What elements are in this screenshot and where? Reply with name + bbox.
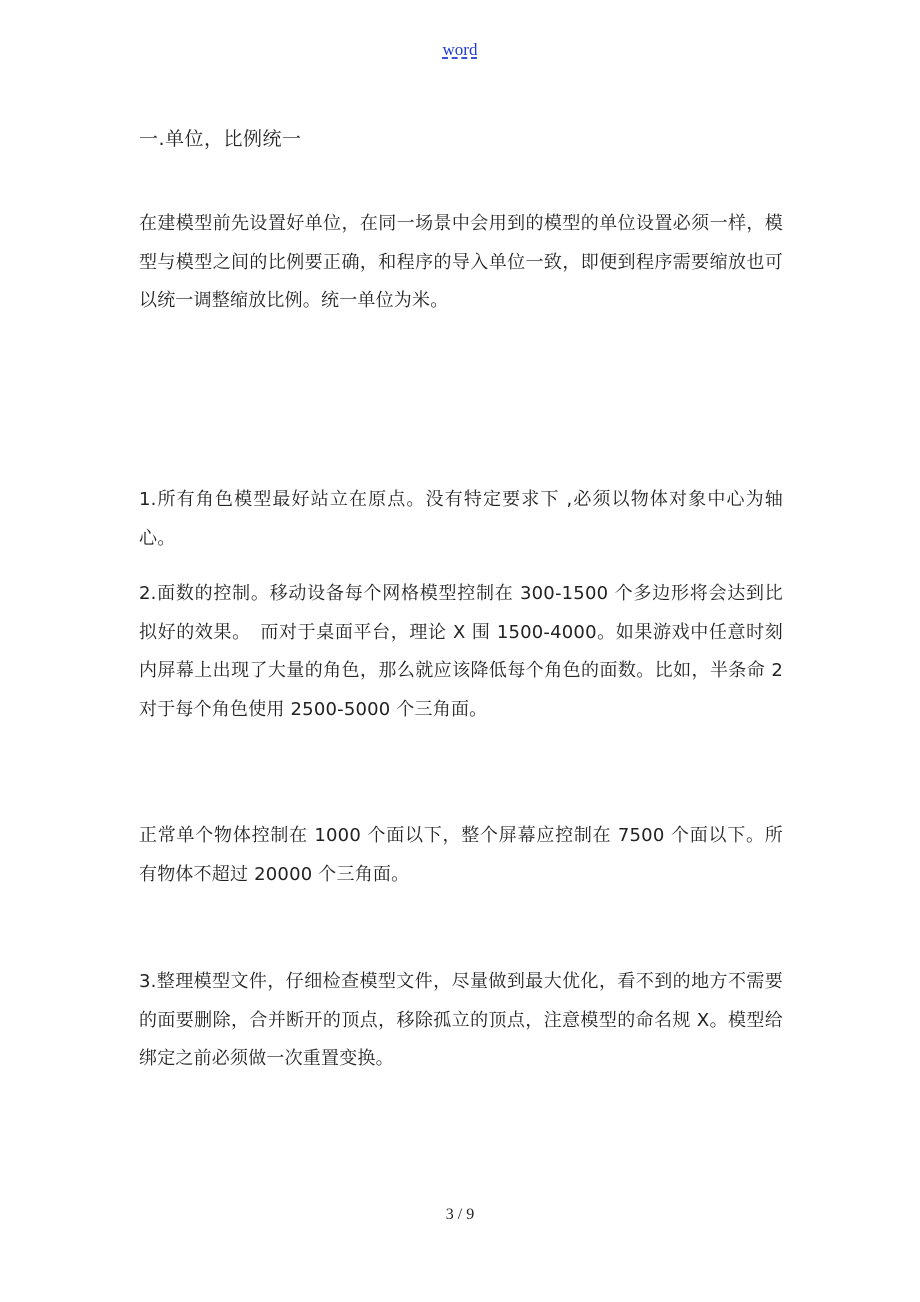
page-number: 3 / 9	[445, 1206, 475, 1223]
paragraph-face-count: 2.面数的控制。移动设备每个网格模型控制在 300-1500 个多边形将会达到比拟好的效果。 而对于桌面平台，理论 X 围 1500-4000。如果游戏中任意时刻内屏幕上出现了大量的角色，那么就应该降低每个角色的面数。比如，半条命 2 对于每个角色使用 2500-5000 个三角面。	[139, 583, 783, 720]
paragraph-cleanup: 3.整理模型文件，仔细检查模型文件，尽量做到最大优化，看不到的地方不需要的面要删除，合并断开的顶点，移除孤立的顶点，注意模型的命名规 X。模型给绑定之前必须做一次重置变换。	[139, 971, 783, 1069]
paragraph-units: 在建模型前先设置好单位，在同一场景中会用到的模型的单位设置必须一样，模型与模型之间的比例要正确，和程序的导入单位一致，即便到程序需要缩放也可以统一调整缩放比例。统一单位为米。	[139, 213, 783, 311]
header-word-link[interactable]: word	[442, 40, 478, 59]
section-heading: 一.单位，比例统一	[139, 128, 302, 150]
paragraph-origin: 1.所有角色模型最好站立在原点。没有特定要求下 ,必须以物体对象中心为轴心。	[139, 489, 783, 549]
paragraph-face-limits: 正常单个物体控制在 1000 个面以下，整个屏幕应控制在 7500 个面以下。所有物体不超过 20000 个三角面。	[139, 825, 783, 885]
